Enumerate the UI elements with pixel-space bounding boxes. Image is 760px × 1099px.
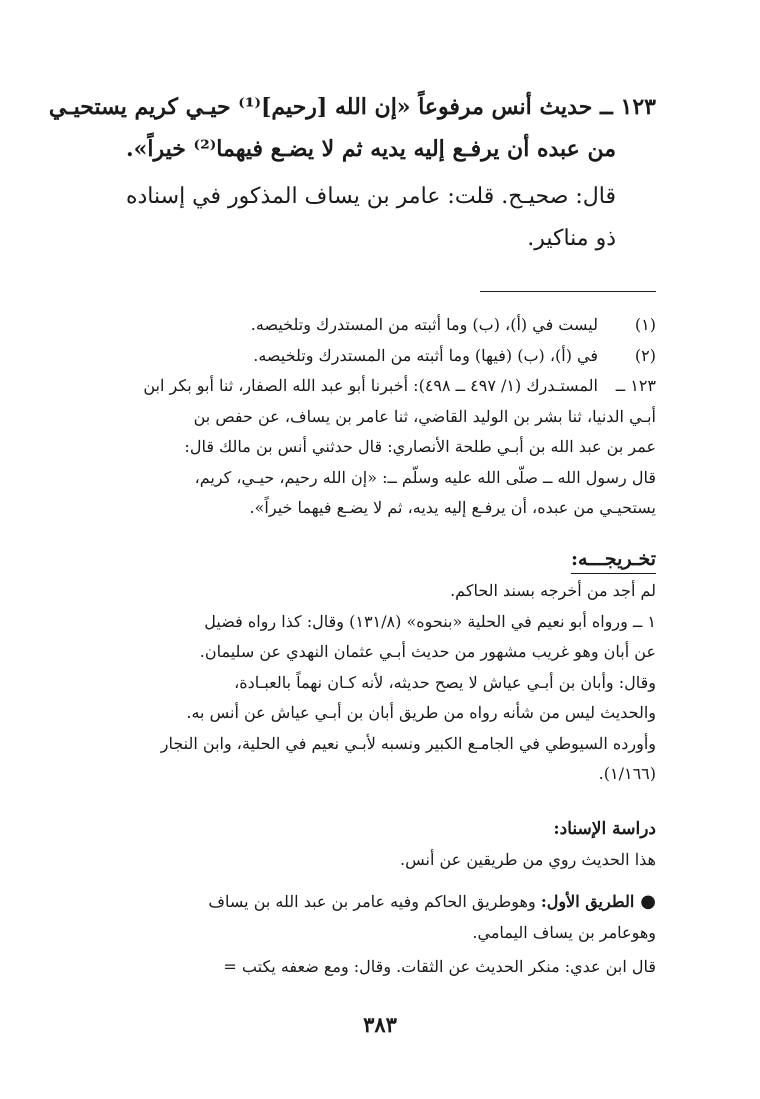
footnote-number: (١) (634, 315, 656, 334)
entry-number: ١٢٣ ــ (615, 376, 656, 395)
dirasa-heading: دراسة الإسناد: (553, 819, 656, 839)
hadith-line-2: من عبده أن يرفـع إليه يديه ثم لا يضـع فيهما⁽²⁾ خيراً». (125, 136, 616, 162)
takhrij-source-entry (96, 371, 656, 402)
source-line-3: عمر بن عبد الله بن أبـي طلحة الأنصاري: قال حدثني أنس بن مالك قال: (184, 437, 656, 456)
dirasa-line-2-text: وهوطريق الحاكم وفيه عامر بن عبد الله بن يساف (208, 892, 536, 911)
footnote-separator (480, 291, 656, 292)
takhrij-line-1: لم أجد من أخرجه بسند الحاكم. (450, 581, 656, 600)
takhrij-line-2: ١ ــ ورواه أبو نعيم في الحلية «بنحوه» (١٣١/٨) وقال: كذا رواه فضيل (204, 611, 656, 631)
dirasa-line-3: وهوعامر بن يساف اليمامي. (472, 922, 656, 942)
takhrij-section (96, 544, 656, 790)
takhrij-heading: تخـريجـــه: (571, 546, 656, 574)
source-line-5: يستحيـي من عبده، أن يرفـع إليه يديه، ثم لا يضـع فيهما خيراً». (249, 498, 656, 517)
hadith-line-1: ١٢٣ ــ حديث أنس مرفوعاً «إن الله [رحيم]⁽¹⁾ حيـي كريم يستحيـي (48, 94, 656, 120)
page-number: ٣٨٣ (363, 1012, 397, 1037)
takhrij-line-7: (١/١٦٦). (598, 764, 656, 783)
dirasa-section (96, 814, 656, 983)
footnote-text: في (أ)، (ب) (فيها) وما أثبته من المستدرك وتلخيصه. (253, 345, 598, 365)
hadith-comment (96, 176, 656, 260)
footnote-text: ليست في (أ)، (ب) وما أثبته من المستدرك وتلخيصه. (250, 315, 598, 334)
bullet-label: الطريق الأول: (540, 892, 635, 911)
footnote-2 (96, 341, 656, 372)
comment-line-1: قال: صحيـح. قلت: عامر بن يساف المذكور في إسناده (125, 184, 616, 209)
hadith-main-text (48, 86, 656, 170)
source-line-2: أبـي الدنيا، ثنا بشر بن الوليد القاضي، ثنا عامر بن يساف، عن حفص بن (193, 406, 656, 426)
dirasa-line-2 (96, 887, 656, 918)
takhrij-line-4: وقال: وأبان بن أبـي عياش لا يصح حديثه، لأنه كـان نهماً بالعبـادة، (234, 672, 656, 692)
takhrij-line-3: عن أبان وهو غريب مشهور من حديث أبـي عثمان النهدي عن سليمان. (199, 642, 656, 661)
source-line-1: المستـدرك (١/ ٤٩٧ ــ ٤٩٨): أخبرنا أبو عبد الله الصفار، ثنا أبو بكر ابن (143, 376, 598, 395)
comment-line-2: ذو مناكير. (527, 226, 616, 251)
takhrij-line-6: وأورده السيوطي في الجامـع الكبير ونسبه لأبـي نعيم في الحلية، وابن النجار (160, 733, 656, 753)
footnotes-section (96, 310, 656, 524)
dirasa-line-1: هذا الحديث روي من طريقين عن أنس. (400, 849, 656, 869)
dirasa-line-4: قال ابن عدي: منكر الحديث عن الثقات. وقال: ومع ضعفه يكتب = (223, 957, 656, 976)
footnote-number: (٢) (634, 345, 656, 365)
bullet-icon: ● (640, 891, 656, 912)
source-line-4: قال رسول الله ــ صلّى الله عليه وسلّم ــ: «إن الله رحيم، حيـي، كريم، (194, 467, 656, 487)
takhrij-line-5: والحديث ليس من شأنه رواه من طريق أبان بن أبـي عياش عن أنس به. (186, 703, 656, 722)
footnote-1 (96, 310, 656, 341)
